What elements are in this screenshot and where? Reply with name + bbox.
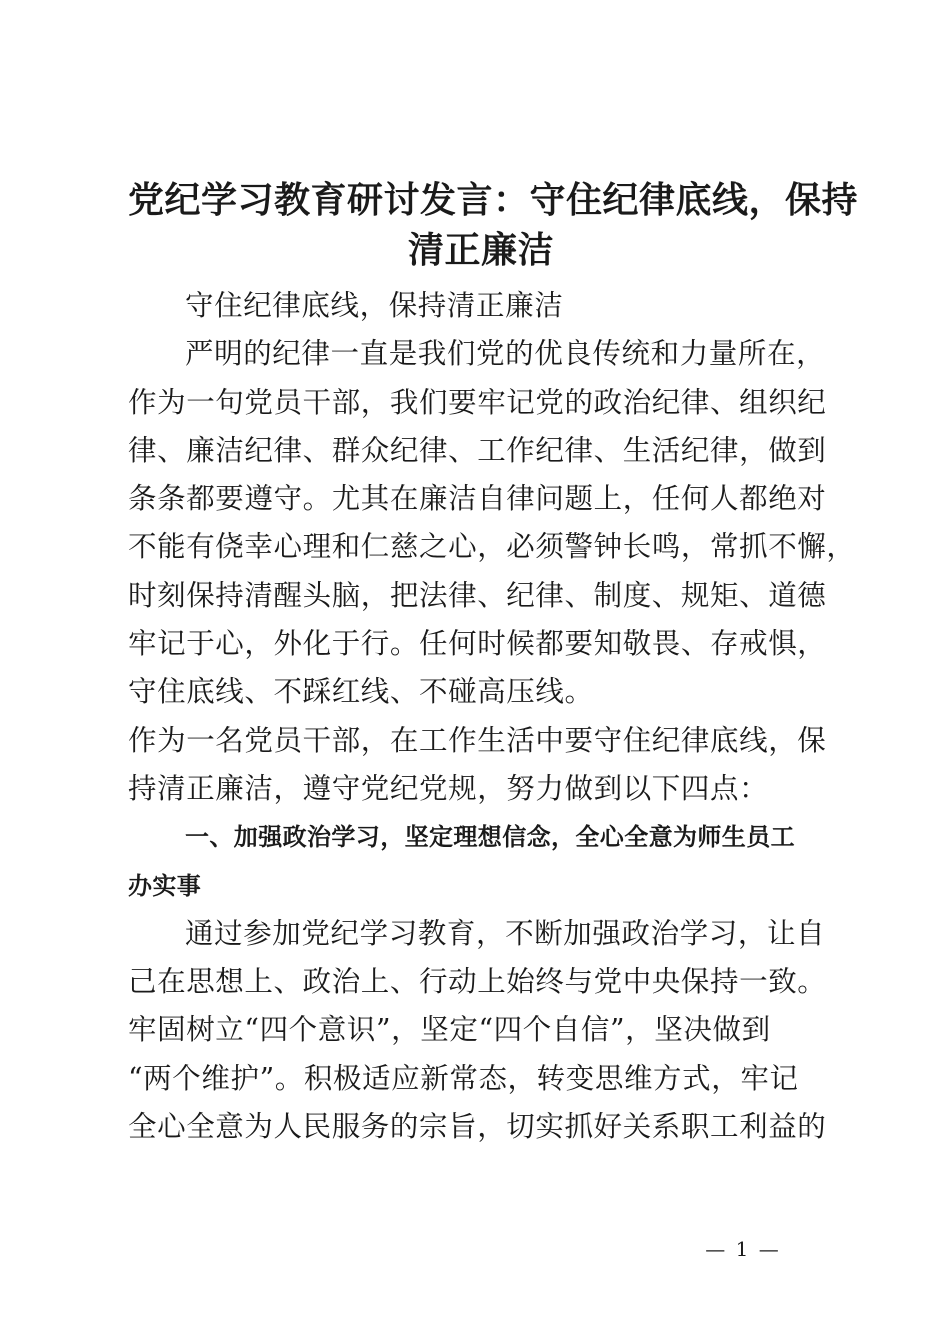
paragraph-line: 持清正廉洁，遵守党纪党规，努力做到以下四点：	[128, 771, 769, 805]
section-heading-line: 一、加强政治学习，坚定理想信念，全心全意为师生员工	[185, 823, 795, 852]
paragraph-line: 作为一句党员干部，我们要牢记党的政治纪律、组织纪	[128, 385, 827, 419]
section-paragraph-line: 全心全意为人民服务的宗旨，切实抓好关系职工利益的	[128, 1110, 827, 1144]
paragraph-line: 守住底线、不踩红线、不碰高压线。	[128, 675, 594, 709]
paragraph-line: 律、廉洁纪律、群众纪律、工作纪律、生活纪律，做到	[128, 433, 827, 467]
paragraph-line: 条条都要遵守。尤其在廉洁自律问题上，任何人都绝对	[128, 482, 827, 516]
section-paragraph-line: 己在思想上、政治上、行动上始终与党中央保持一致。	[128, 965, 827, 999]
paragraph-line: 严明的纪律一直是我们党的优良传统和力量所在，	[185, 337, 826, 371]
page-number: — 1 —	[705, 1237, 781, 1261]
paragraph-line: 时刻保持清醒头脑，把法律、纪律、制度、规矩、道德	[128, 578, 827, 612]
paragraph-line: 牢记于心，外化于行。任何时候都要知敬畏、存戒惧，	[128, 627, 827, 661]
section-paragraph-line: “两个维护”。积极适应新常态，转变思维方式，牢记	[128, 1061, 799, 1095]
document-title	[128, 176, 859, 276]
paragraph-line: 作为一名党员干部，在工作生活中要守住纪律底线，保	[128, 723, 827, 757]
section-paragraph-line: 通过参加党纪学习教育，不断加强政治学习，让自	[185, 916, 826, 950]
section-heading-line: 办实事	[128, 871, 202, 900]
title-line: 清正廉洁	[407, 230, 554, 271]
section-paragraph-line: 牢固树立“四个意识”，坚定“四个自信”，坚决做到	[128, 1013, 771, 1047]
paragraph-line: 不能有侥幸心理和仁慈之心，必须警钟长鸣，常抓不懈，	[128, 530, 856, 564]
subtitle-line: 守住纪律底线，保持清正廉洁	[185, 289, 564, 322]
title-line: 党纪学习教育研讨发言：守住纪律底线，保持	[128, 180, 859, 221]
document-body	[128, 282, 856, 1151]
